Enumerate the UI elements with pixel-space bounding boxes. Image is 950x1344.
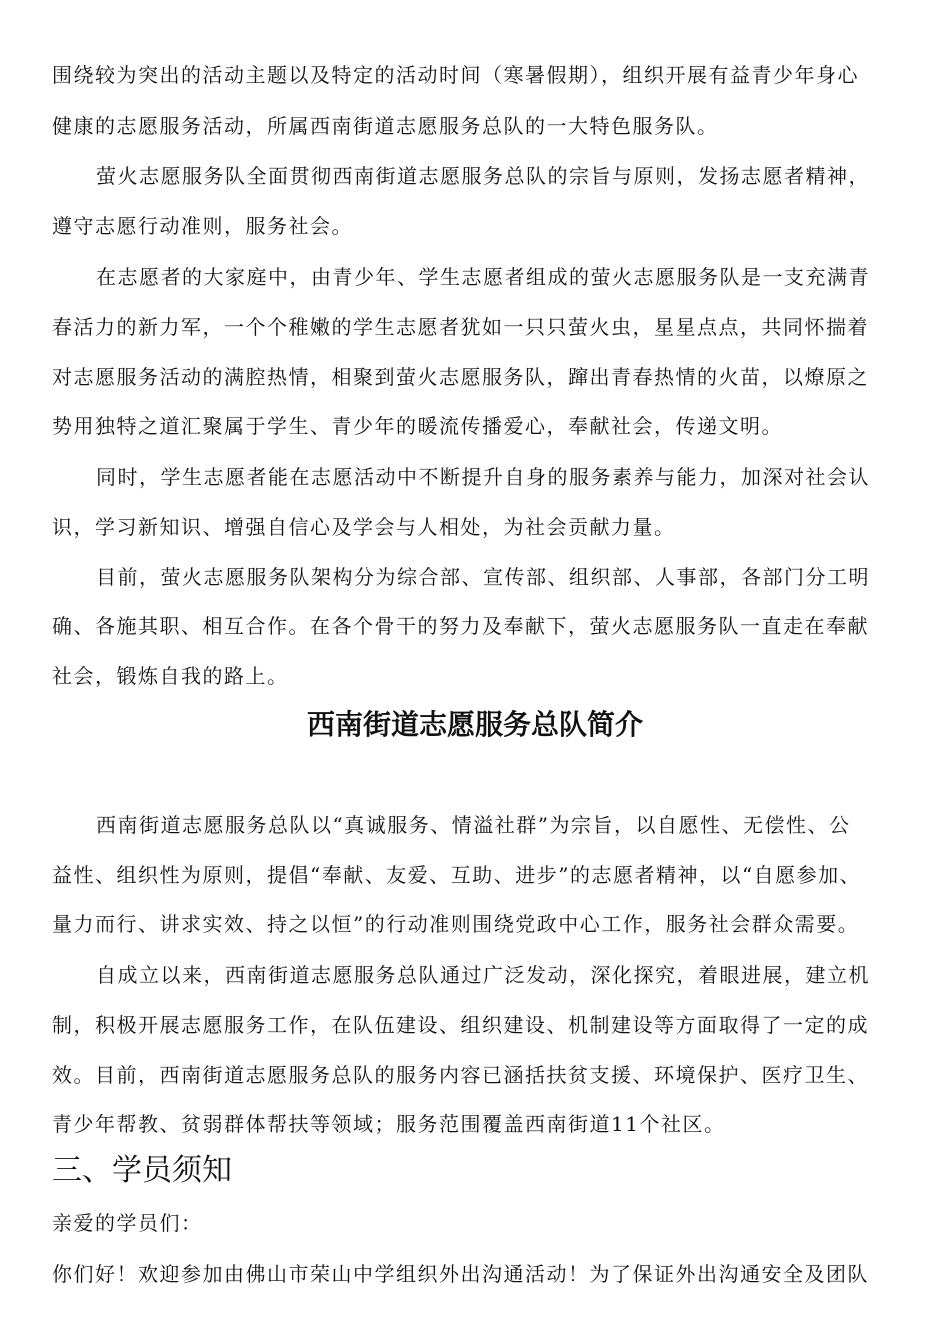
paragraph-line: 量力而行、讲求实效、持之以恒”的行动准则围绕党政中心工作，服务社会群众需要。: [52, 912, 860, 936]
paragraph-line: 自成立以来，西南街道志愿服务总队通过广泛发动，深化探究，着眼进展，建立机: [96, 963, 870, 987]
paragraph-line: 在志愿者的大家庭中，由青少年、学生志愿者组成的萤火志愿服务队是一支充满青: [96, 265, 870, 289]
paragraph-line: 同时，学生志愿者能在志愿活动中不断提升自身的服务素养与能力，加深对社会认: [96, 465, 870, 489]
paragraph-line: 社会，锻炼自我的路上。: [52, 664, 289, 688]
paragraph-line: 目前，萤火志愿服务队架构分为综合部、宣传部、组织部、人事部，各部门分工明: [96, 565, 870, 589]
paragraph-line: 西南街道志愿服务总队以“真诚服务、情溢社群”为宗旨，以自愿性、无偿性、公: [96, 813, 851, 837]
greeting-line: 亲爱的学员们：: [52, 1211, 203, 1235]
paragraph-line: 遵守志愿行动准则，服务社会。: [52, 214, 353, 238]
section-title: 西南街道志愿服务总队简介: [306, 708, 643, 741]
paragraph-line: 确、各施其职、相互合作。在各个骨干的努力及奉献下，萤火志愿服务队一直走在奉献: [52, 614, 869, 638]
paragraph-line: 萤火志愿服务队全面贯彻西南街道志愿服务总队的宗旨与原则，发扬志愿者精神，: [96, 164, 870, 188]
paragraph-line: 春活力的新力军，一个个稚嫩的学生志愿者犹如一只只萤火虫，星星点点，共同怀揣着: [52, 315, 869, 339]
paragraph-line: 健康的志愿服务活动，所属西南街道志愿服务总队的一大特色服务队。: [52, 114, 719, 138]
paragraph-line: 势用独特之道汇聚属于学生、青少年的暖流传播爱心，奉献社会，传递文明。: [52, 414, 783, 438]
paragraph-line: 制，积极开展志愿服务工作，在队伍建设、组织建设、机制建设等方面取得了一定的成: [52, 1013, 869, 1037]
paragraph-line: 青少年帮教、贫弱群体帮扶等领域；服务范围覆盖西南街道11个社区。: [52, 1112, 726, 1136]
paragraph-line: 你们好！欢迎参加由佛山市荣山中学组织外出沟通活动！为了保证外出沟通安全及团队: [52, 1262, 869, 1286]
paragraph-line: 围绕较为突出的活动主题以及特定的活动时间（寒暑假期），组织开展有益青少年身心: [52, 63, 859, 87]
section-heading: 三、学员须知: [52, 1153, 232, 1188]
paragraph-line: 对志愿服务活动的满腔热情，相聚到萤火志愿服务队，蹿出青春热情的火苗，以燎原之: [52, 365, 869, 389]
paragraph-line: 识，学习新知识、增强自信心及学会与人相处，为社会贡献力量。: [52, 515, 676, 539]
paragraph-line: 益性、组织性为原则，提倡“奉献、友爱、互助、进步”的志愿者精神，以“自愿参加、: [52, 863, 862, 887]
paragraph-line: 效。目前，西南街道志愿服务总队的服务内容已涵括扶贫支援、环境保护、医疗卫生、: [52, 1063, 869, 1087]
